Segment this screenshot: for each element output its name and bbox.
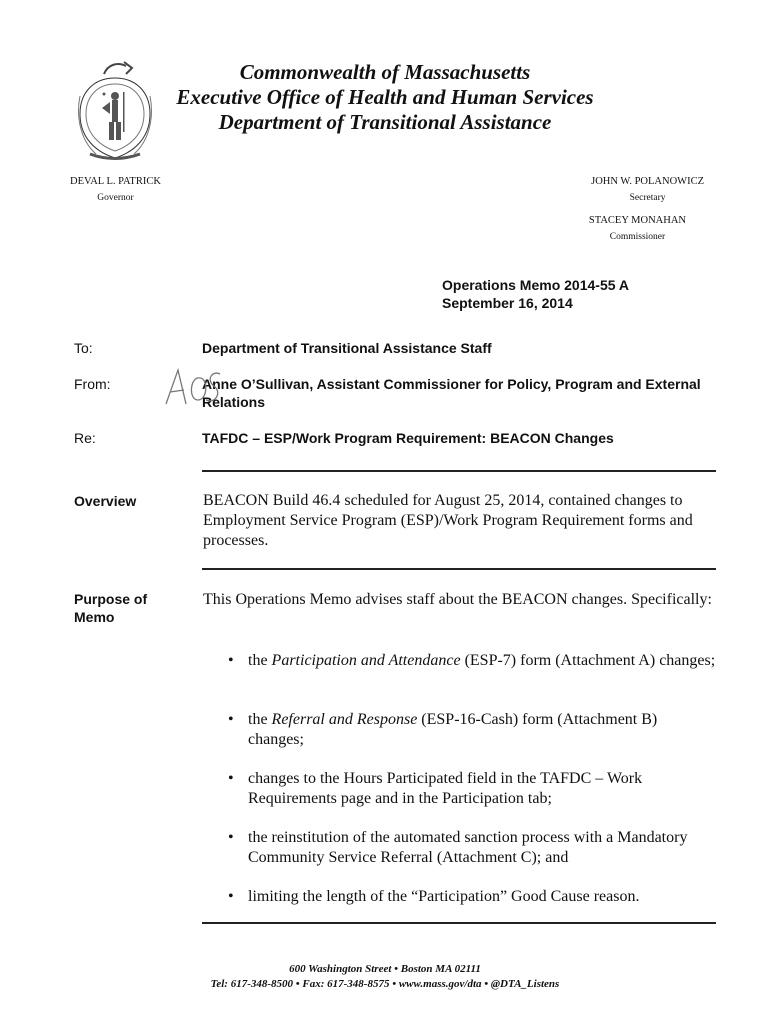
footer-address: 600 Washington Street • Boston MA 02111 (289, 963, 481, 975)
bullet-icon: • (228, 711, 234, 728)
purpose-text: This Operations Memo advises staff about the BEACON changes. Specifically: (203, 591, 712, 608)
bullet-text: (ESP-7) form (Attachment A) changes; (460, 652, 716, 669)
memo-id-block (442, 276, 629, 312)
re-value: TAFDC – ESP/Work Program Requirement: BEACON Changes (202, 430, 614, 446)
from-label: From: (74, 376, 111, 392)
bullet-text: the reinstitution of the automated sanction process with a Mandatory Community Service Referral (Attachment C); and (248, 829, 688, 866)
secretary-name: JOHN W. POLANOWICZ (591, 176, 704, 187)
overview-text: BEACON Build 46.4 scheduled for August 25, 2014, contained changes to Employment Service Program (ESP)/Work Program Requirement forms and processes. (203, 492, 693, 549)
bullet-emphasis: Referral and Response (271, 711, 418, 728)
footer-contact: Tel: 617-348-8500 • Fax: 617-348-8575 • www.mass.gov/dta • @DTA_Listens (210, 978, 560, 990)
divider-rule (202, 922, 716, 924)
signature-initials (160, 360, 226, 416)
commonwealth-seal-icon (66, 56, 164, 164)
re-label: Re: (74, 430, 96, 446)
department-title: Department of Transitional Assistance (218, 110, 552, 134)
executive-office-title: Executive Office of Health and Human Services (176, 85, 594, 109)
to-value: Department of Transitional Assistance Staff (202, 340, 492, 356)
bullet-text: changes to the Hours Participated field in the TAFDC – Work Requirements page and in the Participation tab; (248, 770, 643, 807)
bullet-text: (ESP-16-Cash) form (Attachment B) changes; (248, 711, 658, 748)
overview-label: Overview (74, 493, 137, 509)
bullet-icon: • (228, 770, 234, 787)
governor-block (70, 174, 161, 206)
bullet-icon: • (228, 888, 234, 905)
secretary-title: Secretary (629, 193, 666, 203)
secretary-block (591, 174, 704, 206)
bullet-text: the (248, 652, 272, 669)
governor-title: Governor (97, 193, 134, 203)
to-label: To: (74, 340, 93, 356)
agency-heading (170, 60, 600, 135)
divider-rule (202, 568, 716, 570)
bullet-emphasis: Participation and Attendance (271, 652, 461, 669)
bullet-text: the (248, 711, 272, 728)
divider-rule (202, 470, 716, 472)
bullet-icon: • (228, 829, 234, 846)
bullet-text: limiting the length of the “Participation” Good Cause reason. (248, 888, 640, 905)
memo-number: Operations Memo 2014-55 A (442, 277, 629, 293)
commissioner-name: STACEY MONAHAN (588, 215, 686, 226)
footer (0, 962, 770, 992)
memo-date: September 16, 2014 (442, 295, 573, 311)
commissioner-title: Commissioner (609, 232, 666, 242)
bullet-icon: • (228, 652, 234, 669)
commissioner-block (589, 213, 686, 245)
from-value: Anne O’Sullivan, Assistant Commissioner for Policy, Program and External Relations (202, 376, 701, 410)
governor-name: DEVAL L. PATRICK (70, 176, 161, 187)
commonwealth-title: Commonwealth of Massachusetts (239, 60, 531, 84)
purpose-label: Purpose of Memo (74, 591, 148, 625)
